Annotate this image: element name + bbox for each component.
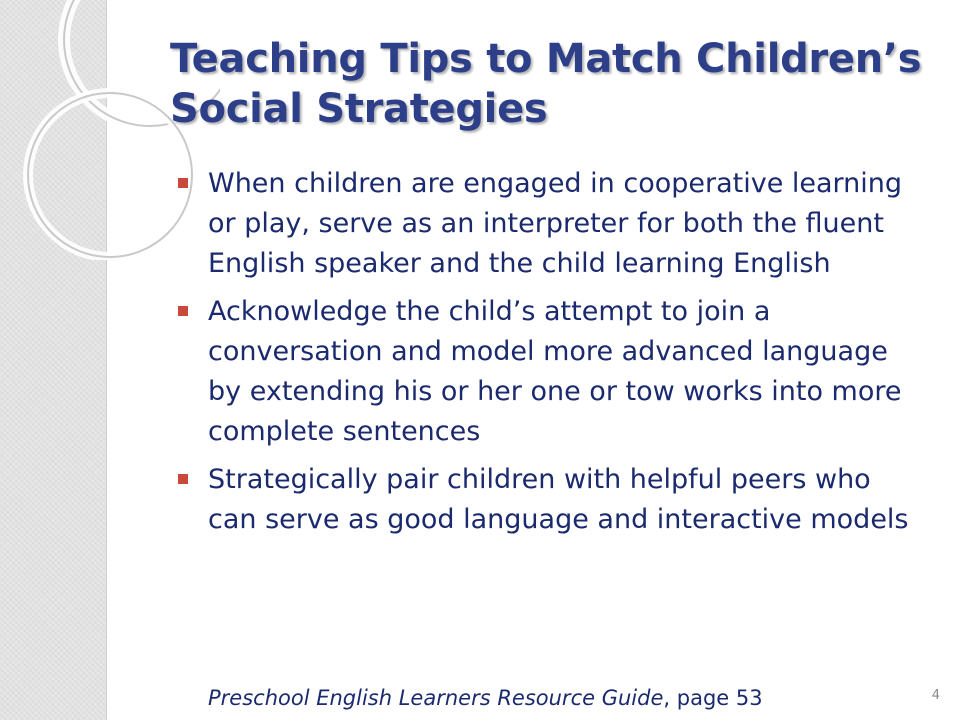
bullet-text: Acknowledge the child’s attempt to join a conversation and model more advanced language by extending his or her one or tow works into more complete sentences [208,296,902,447]
bullet-item [172,460,912,540]
source-citation [208,684,763,712]
citation-separator: , [663,686,677,710]
slide-title: Teaching Tips to Match Children’s Social Strategies [170,36,922,132]
citation-page-label: page [676,686,736,710]
citation-page-number: 53 [735,686,763,710]
square-bullet-icon [178,178,188,188]
square-bullet-icon [178,474,188,484]
bullet-text: When children are engaged in cooperative learning or play, serve as an interpreter for both the fluent English speaker and the child learning English [208,168,903,279]
bullet-item [172,292,912,452]
bullet-list [172,164,912,548]
bullet-item [172,164,912,284]
bullet-text: Strategically pair children with helpful peers who can serve as good language and interactive models [208,464,909,535]
square-bullet-icon [178,306,188,316]
slide-number: 4 [931,688,940,703]
citation-source-title: Preschool English Learners Resource Guide [208,686,664,710]
